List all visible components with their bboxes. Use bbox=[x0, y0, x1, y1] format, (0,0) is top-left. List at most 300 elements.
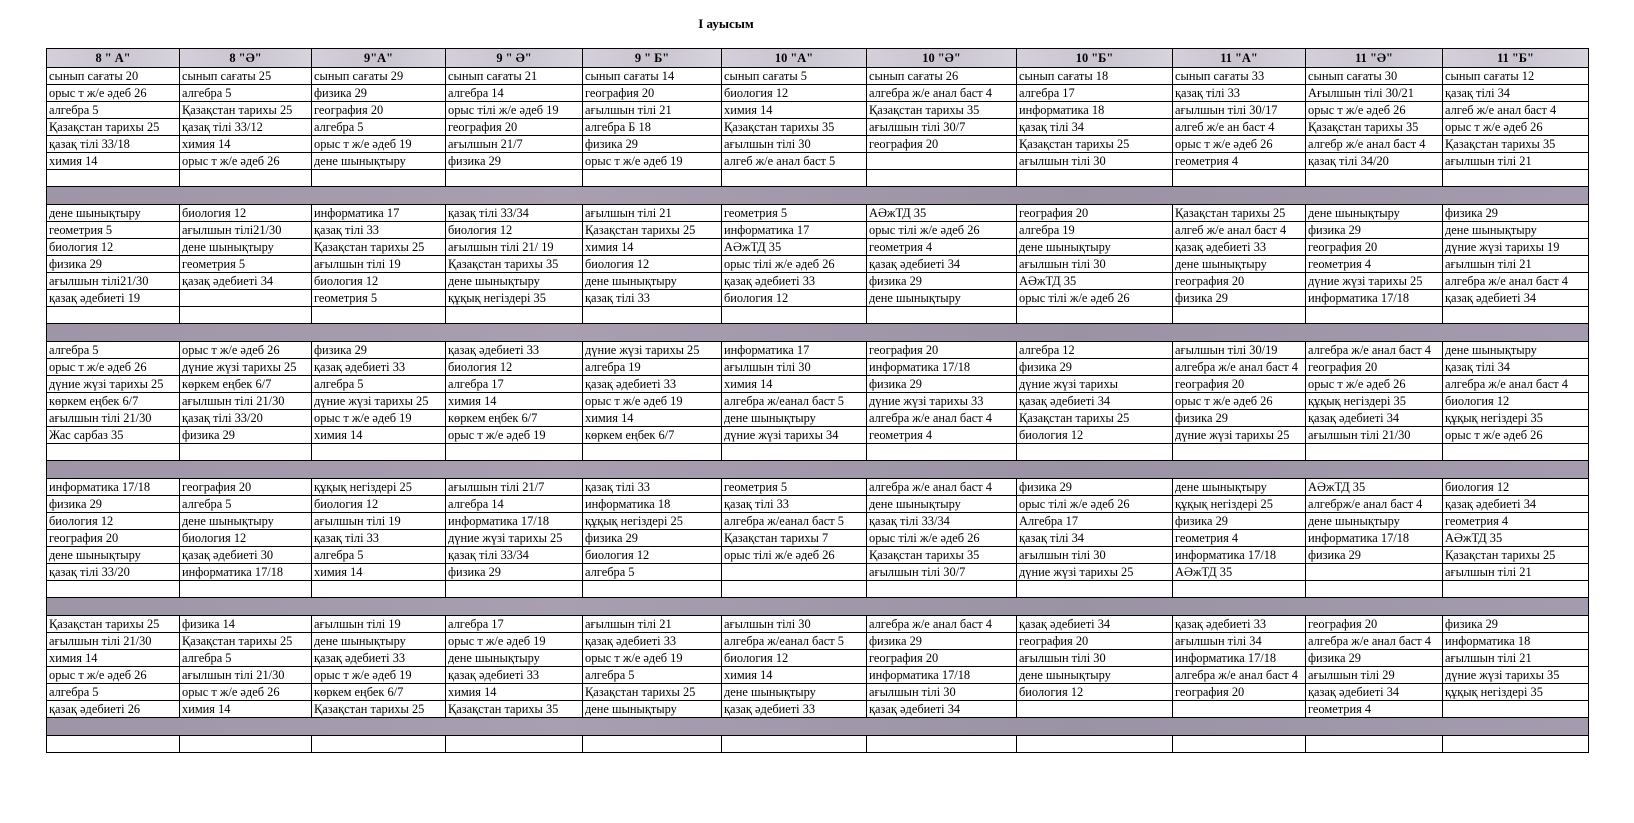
lesson-cell: АӘжТД 35 bbox=[867, 205, 1017, 222]
lesson-cell: информатика 17 bbox=[722, 222, 867, 239]
lesson-cell bbox=[1017, 701, 1173, 718]
lesson-cell: ағылшын тілі 21/30 bbox=[47, 410, 180, 427]
lesson-row bbox=[47, 68, 1589, 85]
lesson-cell: биология 12 bbox=[180, 530, 312, 547]
lesson-cell: дене шынықтыру bbox=[47, 547, 180, 564]
lesson-cell: қазақ әдебиеті 33 bbox=[583, 376, 722, 393]
lesson-cell: ағылшын тілі 30/7 bbox=[867, 119, 1017, 136]
lesson-cell: информатика 17/18 bbox=[1173, 547, 1306, 564]
lesson-cell: дене шынықтыру bbox=[722, 684, 867, 701]
empty-cell bbox=[867, 444, 1017, 461]
lesson-cell: география 20 bbox=[1017, 633, 1173, 650]
lesson-cell: Қазақстан тарихы 25 bbox=[312, 701, 446, 718]
class-header: 8 " А" bbox=[47, 49, 180, 68]
lesson-cell: физика 29 bbox=[47, 496, 180, 513]
lesson-cell: Қазақстан тарихы 25 bbox=[1443, 547, 1589, 564]
lesson-cell: алгебра 5 bbox=[583, 667, 722, 684]
lesson-cell: геометрия 4 bbox=[1306, 256, 1443, 273]
lesson-cell: көркем еңбек 6/7 bbox=[583, 427, 722, 444]
lesson-cell: дене шынықтыру bbox=[312, 633, 446, 650]
lesson-cell: геометрия 5 bbox=[722, 205, 867, 222]
empty-cell bbox=[867, 736, 1017, 753]
lesson-cell: алгебра ж/е анал бaст 4 bbox=[867, 616, 1017, 633]
empty-cell bbox=[1017, 170, 1173, 187]
lesson-cell: ағылшын тілі 19 bbox=[312, 616, 446, 633]
lesson-row bbox=[47, 119, 1589, 136]
lesson-cell: физика 29 bbox=[446, 153, 583, 170]
lesson-cell: алгебра 5 bbox=[312, 376, 446, 393]
lesson-cell: орыс т ж/е әдеб 26 bbox=[1173, 393, 1306, 410]
lesson-cell: биология 12 bbox=[722, 650, 867, 667]
empty-cell bbox=[722, 736, 867, 753]
empty-cell bbox=[583, 170, 722, 187]
lesson-cell: дене шынықтыру bbox=[867, 290, 1017, 307]
empty-cell bbox=[722, 170, 867, 187]
lesson-cell: алгеб ж/е ан бaст 4 bbox=[1173, 119, 1306, 136]
lesson-cell: ағылшын тілі 30 bbox=[1017, 547, 1173, 564]
lesson-cell: геометрия 5 bbox=[722, 479, 867, 496]
lesson-cell: қазақ тілі 33 bbox=[312, 530, 446, 547]
lesson-cell: геометрия 4 bbox=[1306, 701, 1443, 718]
empty-cell bbox=[180, 581, 312, 598]
lesson-cell: алгебра 17 bbox=[446, 376, 583, 393]
lesson-cell: сынып сағаты 26 bbox=[867, 68, 1017, 85]
lesson-cell: физика 29 bbox=[867, 633, 1017, 650]
lesson-cell: қазақ тілі 34/20 bbox=[1306, 153, 1443, 170]
lesson-cell: дене шынықтыру bbox=[1173, 256, 1306, 273]
lesson-cell: биология 12 bbox=[1017, 684, 1173, 701]
lesson-cell: дүние жүзі тарихы 25 bbox=[47, 376, 180, 393]
lesson-cell: ағылшын тілі 30 bbox=[722, 136, 867, 153]
lesson-cell: дүние жүзі тарихы 25 bbox=[1306, 273, 1443, 290]
lesson-cell: Қазақстан тарихы 25 bbox=[180, 633, 312, 650]
empty-cell bbox=[583, 736, 722, 753]
lesson-cell: сынып сағаты 21 bbox=[446, 68, 583, 85]
lesson-cell: орыс т ж/е әдеб 26 bbox=[47, 85, 180, 102]
lesson-cell: география 20 bbox=[1306, 359, 1443, 376]
lesson-cell: ағылшын тілі 30 bbox=[1017, 153, 1173, 170]
lesson-cell: алгеб ж/е анал бaст 4 bbox=[1173, 222, 1306, 239]
empty-cell bbox=[1443, 444, 1589, 461]
lesson-cell: АӘжТД 35 bbox=[722, 239, 867, 256]
empty-cell bbox=[1173, 170, 1306, 187]
lesson-cell: биология 12 bbox=[583, 256, 722, 273]
lesson-cell: Қазақстан тарихы 35 bbox=[867, 102, 1017, 119]
empty-row bbox=[47, 581, 1589, 598]
lesson-cell: қазақ тілі 34 bbox=[1443, 359, 1589, 376]
lesson-cell: дүние жүзі тарихы 25 bbox=[1017, 564, 1173, 581]
lesson-cell: физика 29 bbox=[867, 376, 1017, 393]
lesson-cell: ағылшын тілі 21/30 bbox=[1306, 427, 1443, 444]
lesson-row bbox=[47, 393, 1589, 410]
lesson-cell: қазақ тілі 33/34 bbox=[867, 513, 1017, 530]
lesson-cell: физика 29 bbox=[312, 342, 446, 359]
lesson-cell: информатика 17 bbox=[722, 342, 867, 359]
empty-cell bbox=[722, 307, 867, 324]
lesson-cell: физика 29 bbox=[446, 564, 583, 581]
lesson-cell: дене шынықтыру bbox=[1306, 205, 1443, 222]
lesson-cell bbox=[1443, 701, 1589, 718]
lesson-row bbox=[47, 376, 1589, 393]
lesson-cell: информатика 17/18 bbox=[867, 359, 1017, 376]
lesson-cell: химия 14 bbox=[722, 376, 867, 393]
lesson-cell: орыс т ж/е әдеб 19 bbox=[312, 410, 446, 427]
empty-cell bbox=[867, 307, 1017, 324]
lesson-cell: дүние жүзі тарихы 33 bbox=[867, 393, 1017, 410]
lesson-cell: геометрия 4 bbox=[1443, 513, 1589, 530]
lesson-cell: орыс т ж/е әдеб 26 bbox=[180, 684, 312, 701]
lesson-cell: биология 12 bbox=[47, 239, 180, 256]
lesson-cell: орыс т ж/е әдеб 19 bbox=[583, 393, 722, 410]
lesson-cell: биология 12 bbox=[312, 496, 446, 513]
lesson-row bbox=[47, 222, 1589, 239]
lesson-cell: қазақ тілі 33 bbox=[312, 222, 446, 239]
lesson-cell: физика 29 bbox=[867, 273, 1017, 290]
lesson-cell: дене шынықтыру bbox=[583, 701, 722, 718]
empty-cell bbox=[312, 170, 446, 187]
lesson-cell: ағылшын тілі 21/30 bbox=[180, 393, 312, 410]
lesson-cell: алгебра ж/е анал бaст 4 bbox=[1173, 359, 1306, 376]
lesson-row bbox=[47, 667, 1589, 684]
lesson-cell: химия 14 bbox=[583, 239, 722, 256]
lesson-cell: биология 12 bbox=[1443, 393, 1589, 410]
lesson-cell: орыс т ж/е әдеб 26 bbox=[1306, 102, 1443, 119]
lesson-cell: қазақ әдебиеті 33 bbox=[583, 633, 722, 650]
lesson-cell: АӘжТД 35 bbox=[1173, 564, 1306, 581]
lesson-cell: сынып сағаты 20 bbox=[47, 68, 180, 85]
lesson-cell: сынып сағаты 25 bbox=[180, 68, 312, 85]
lesson-cell: география 20 bbox=[583, 85, 722, 102]
empty-cell bbox=[446, 307, 583, 324]
day-separator bbox=[47, 461, 1589, 479]
lesson-cell: Қазақстан тарихы 35 bbox=[867, 547, 1017, 564]
class-header: 8 "Ә" bbox=[180, 49, 312, 68]
lesson-cell: алгебра ж/е анал бaст 4 bbox=[1173, 667, 1306, 684]
lesson-cell: Қазақстан тарихы 25 bbox=[1017, 410, 1173, 427]
day-separator bbox=[47, 324, 1589, 342]
lesson-cell: Қазақстан тарихы 7 bbox=[722, 530, 867, 547]
lesson-cell: Қазақстан тарихы 35 bbox=[1306, 119, 1443, 136]
lesson-cell: алгебрж/е анал бaст 4 bbox=[1306, 496, 1443, 513]
lesson-cell: дене шынықтыру bbox=[446, 650, 583, 667]
empty-cell bbox=[1017, 581, 1173, 598]
empty-cell bbox=[446, 581, 583, 598]
lesson-cell: алгебр ж/е анал бaст 4 bbox=[1306, 136, 1443, 153]
class-header: 11 "А" bbox=[1173, 49, 1306, 68]
lesson-cell: орыс т ж/е әдеб 26 bbox=[1443, 119, 1589, 136]
lesson-cell: физика 29 bbox=[1306, 650, 1443, 667]
lesson-cell: география 20 bbox=[1017, 205, 1173, 222]
empty-cell bbox=[180, 170, 312, 187]
lesson-cell: география 20 bbox=[1173, 273, 1306, 290]
lesson-cell: орыс т ж/е әдеб 19 bbox=[446, 633, 583, 650]
lesson-cell: Қазақстан тарихы 35 bbox=[1443, 136, 1589, 153]
lesson-cell: химия 14 bbox=[312, 427, 446, 444]
lesson-row bbox=[47, 530, 1589, 547]
lesson-cell: ағылшын тілі 21 bbox=[1443, 256, 1589, 273]
lesson-cell: дүние жүзі тарихы 35 bbox=[1443, 667, 1589, 684]
lesson-cell: дене шынықтыру bbox=[1017, 667, 1173, 684]
empty-cell bbox=[47, 170, 180, 187]
lesson-cell: дене шынықтыру bbox=[722, 410, 867, 427]
class-header-row bbox=[47, 49, 1589, 68]
empty-cell bbox=[1173, 444, 1306, 461]
lesson-cell: ағылшын тілі 19 bbox=[312, 256, 446, 273]
lesson-cell: география 20 bbox=[312, 102, 446, 119]
lesson-cell: қазақ әдебиеті 33 bbox=[722, 701, 867, 718]
lesson-cell: химия 14 bbox=[47, 650, 180, 667]
lesson-cell: ағылшын тілі 30/19 bbox=[1173, 342, 1306, 359]
empty-cell bbox=[1306, 444, 1443, 461]
lesson-cell: дүние жүзі тарихы 34 bbox=[722, 427, 867, 444]
lesson-cell: биология 12 bbox=[446, 359, 583, 376]
lesson-cell: қазақ тілі 34 bbox=[1017, 119, 1173, 136]
lesson-cell: орыс т ж/е әдеб 19 bbox=[312, 136, 446, 153]
lesson-cell: физика 29 bbox=[1173, 290, 1306, 307]
lesson-cell: география 20 bbox=[1173, 376, 1306, 393]
lesson-cell: қазақ әдебиеті 33 bbox=[1173, 239, 1306, 256]
lesson-cell: физика 29 bbox=[1173, 410, 1306, 427]
lesson-cell: дене шынықтыру bbox=[446, 273, 583, 290]
class-header: 9 " Б" bbox=[583, 49, 722, 68]
empty-cell bbox=[47, 307, 180, 324]
lesson-cell: алгебра 5 bbox=[180, 650, 312, 667]
lesson-cell: қазақ тілі 33/20 bbox=[180, 410, 312, 427]
lesson-cell: физика 29 bbox=[1017, 359, 1173, 376]
lesson-cell: қазақ әдебиеті 34 bbox=[1017, 616, 1173, 633]
lesson-cell: физика 29 bbox=[583, 136, 722, 153]
class-header: 9 " Ә" bbox=[446, 49, 583, 68]
lesson-cell: қазақ әдебиеті 33 bbox=[446, 667, 583, 684]
empty-cell bbox=[47, 444, 180, 461]
lesson-cell: физика 29 bbox=[583, 530, 722, 547]
lesson-cell: Қазақстан тарихы 25 bbox=[312, 239, 446, 256]
lesson-cell: орыс т ж/е әдеб 19 bbox=[583, 650, 722, 667]
lesson-cell: биология 12 bbox=[722, 85, 867, 102]
lesson-cell: алгебра 5 bbox=[180, 496, 312, 513]
lesson-cell: дене шынықтыру bbox=[1173, 479, 1306, 496]
empty-cell bbox=[722, 581, 867, 598]
lesson-cell: қазақ әдебиеті 33 bbox=[1173, 616, 1306, 633]
lesson-cell: информатика 17/18 bbox=[446, 513, 583, 530]
lesson-cell: химия 14 bbox=[446, 393, 583, 410]
lesson-cell: Алгебра 17 bbox=[1017, 513, 1173, 530]
lesson-cell: ағылшын тілі 19 bbox=[312, 513, 446, 530]
lesson-cell: алгебра 5 bbox=[47, 102, 180, 119]
lesson-cell: алгебра Б 18 bbox=[583, 119, 722, 136]
lesson-cell: геометрия 5 bbox=[47, 222, 180, 239]
lesson-cell: химия 14 bbox=[180, 701, 312, 718]
lesson-cell: құқық негіздері 35 bbox=[1443, 684, 1589, 701]
lesson-cell: биология 12 bbox=[47, 513, 180, 530]
lesson-cell: АӘжТД 35 bbox=[1443, 530, 1589, 547]
lesson-cell: көркем еңбек 6/7 bbox=[180, 376, 312, 393]
lesson-cell: қазақ тілі 33 bbox=[722, 496, 867, 513]
lesson-cell bbox=[1173, 701, 1306, 718]
class-header: 10 "Ә" bbox=[867, 49, 1017, 68]
empty-cell bbox=[1173, 736, 1306, 753]
lesson-cell: орыс тілі ж/е әдеб 26 bbox=[867, 222, 1017, 239]
lesson-cell: химия 14 bbox=[180, 136, 312, 153]
lesson-row bbox=[47, 273, 1589, 290]
empty-cell bbox=[1443, 581, 1589, 598]
lesson-cell: география 20 bbox=[1306, 239, 1443, 256]
lesson-cell: орыс т ж/е әдеб 26 bbox=[47, 359, 180, 376]
empty-cell bbox=[1306, 736, 1443, 753]
lesson-cell: алгебра ж/е анал бaст 4 bbox=[867, 85, 1017, 102]
lesson-cell: ағылшын тілі 29 bbox=[1306, 667, 1443, 684]
lesson-cell: алгебра ж/е анал бaст 4 bbox=[1306, 342, 1443, 359]
lesson-cell: геометрия 4 bbox=[867, 427, 1017, 444]
lesson-cell: биология 12 bbox=[446, 222, 583, 239]
lesson-cell: қазақ тілі 33/34 bbox=[446, 547, 583, 564]
lesson-cell: көркем еңбек 6/7 bbox=[446, 410, 583, 427]
empty-cell bbox=[47, 736, 180, 753]
lesson-cell: құқық негіздері 25 bbox=[1173, 496, 1306, 513]
lesson-cell: информатика 17 bbox=[312, 205, 446, 222]
empty-cell bbox=[312, 444, 446, 461]
lesson-row bbox=[47, 136, 1589, 153]
lesson-cell: құқық негіздері 35 bbox=[1443, 410, 1589, 427]
empty-cell bbox=[446, 444, 583, 461]
lesson-cell: биология 12 bbox=[722, 290, 867, 307]
lesson-cell: география 20 bbox=[47, 530, 180, 547]
lesson-cell: сынып сағаты 29 bbox=[312, 68, 446, 85]
lesson-cell: орыс т ж/е әдеб 26 bbox=[1306, 376, 1443, 393]
lesson-cell: информатика 18 bbox=[1443, 633, 1589, 650]
lesson-cell: ағылшын тілі 30/17 bbox=[1173, 102, 1306, 119]
day-separator-bar bbox=[47, 461, 1589, 479]
empty-cell bbox=[312, 307, 446, 324]
lesson-cell: геометрия 4 bbox=[867, 239, 1017, 256]
empty-cell bbox=[1017, 444, 1173, 461]
empty-row bbox=[47, 444, 1589, 461]
lesson-cell: алгебра ж/е анал бaст 4 bbox=[1443, 273, 1589, 290]
lesson-cell: алгебра 5 bbox=[47, 684, 180, 701]
lesson-cell: алгебра 17 bbox=[446, 616, 583, 633]
lesson-cell: алгебра 12 bbox=[1017, 342, 1173, 359]
lesson-cell: информатика 17/18 bbox=[1306, 290, 1443, 307]
lesson-cell: дене шынықтыру bbox=[180, 239, 312, 256]
lesson-cell: құқық негіздері 35 bbox=[1306, 393, 1443, 410]
lesson-row bbox=[47, 102, 1589, 119]
lesson-cell: орыс т ж/е әдеб 19 bbox=[312, 667, 446, 684]
lesson-row bbox=[47, 684, 1589, 701]
lesson-cell: алгебра ж/е анал бaст 4 bbox=[867, 410, 1017, 427]
lesson-cell: ағылшын тілі 21/30 bbox=[180, 667, 312, 684]
lesson-cell: қазақ әдебиеті 33 bbox=[446, 342, 583, 359]
empty-cell bbox=[583, 307, 722, 324]
lesson-row bbox=[47, 564, 1589, 581]
lesson-cell: қазақ тілі 33 bbox=[583, 479, 722, 496]
lesson-row bbox=[47, 410, 1589, 427]
lesson-cell: Ағылшын тілі 30/21 bbox=[1306, 85, 1443, 102]
lesson-row bbox=[47, 633, 1589, 650]
lesson-cell: орыс т ж/е әдеб 26 bbox=[47, 667, 180, 684]
lesson-cell: информатика 18 bbox=[1017, 102, 1173, 119]
lesson-cell: алгебра 17 bbox=[1017, 85, 1173, 102]
lesson-cell: сынып сағаты 14 bbox=[583, 68, 722, 85]
lesson-cell: дене шынықтыру bbox=[1017, 239, 1173, 256]
lesson-cell bbox=[722, 564, 867, 581]
day-separator-bar bbox=[47, 718, 1589, 736]
lesson-cell: қазақ тілі 33/20 bbox=[47, 564, 180, 581]
lesson-cell: қазақ әдебиеті 34 bbox=[1306, 684, 1443, 701]
lesson-cell: қазақ әдебиеті 34 bbox=[1306, 410, 1443, 427]
empty-cell bbox=[312, 736, 446, 753]
empty-cell bbox=[1443, 307, 1589, 324]
lesson-cell: қазақ тілі 33 bbox=[1173, 85, 1306, 102]
lesson-cell: алгебра 5 bbox=[583, 564, 722, 581]
lesson-cell: Қазақстан тарихы 25 bbox=[1017, 136, 1173, 153]
lesson-cell: география 20 bbox=[1306, 616, 1443, 633]
lesson-cell: география 20 bbox=[180, 479, 312, 496]
day-separator bbox=[47, 598, 1589, 616]
lesson-cell: қазақ әдебиеті 34 bbox=[867, 256, 1017, 273]
lesson-cell: химия 14 bbox=[722, 667, 867, 684]
lesson-cell: физика 29 bbox=[1306, 547, 1443, 564]
lesson-row bbox=[47, 359, 1589, 376]
day-separator bbox=[47, 718, 1589, 736]
lesson-cell: Қазақстан тарихы 25 bbox=[180, 102, 312, 119]
lesson-cell: ағылшын тілі 30 bbox=[722, 616, 867, 633]
schedule-table bbox=[46, 48, 1589, 753]
lesson-cell: алгебра 5 bbox=[312, 119, 446, 136]
lesson-cell: информатика 18 bbox=[583, 496, 722, 513]
lesson-row bbox=[47, 342, 1589, 359]
empty-cell bbox=[180, 444, 312, 461]
lesson-row bbox=[47, 479, 1589, 496]
lesson-cell: қазақ тілі 33/34 bbox=[446, 205, 583, 222]
lesson-cell: дене шынықтыру bbox=[1443, 222, 1589, 239]
lesson-cell: дүние жүзі тарихы 25 bbox=[312, 393, 446, 410]
lesson-cell: сынып сағаты 30 bbox=[1306, 68, 1443, 85]
lesson-cell: қазақ тілі 34 bbox=[1017, 530, 1173, 547]
lesson-cell: ағылшын тілі 30 bbox=[1017, 256, 1173, 273]
lesson-cell: орыс т ж/е әдеб 19 bbox=[446, 427, 583, 444]
lesson-row bbox=[47, 427, 1589, 444]
lesson-cell: алгебра ж/еанал бaст 5 bbox=[722, 393, 867, 410]
lesson-cell: дүние жүзі тарихы 25 bbox=[583, 342, 722, 359]
lesson-cell: алгеб ж/е анал бaст 5 bbox=[722, 153, 867, 170]
lesson-cell: химия 14 bbox=[47, 153, 180, 170]
lesson-cell: орыс т ж/е әдеб 26 bbox=[180, 153, 312, 170]
empty-cell bbox=[867, 581, 1017, 598]
empty-cell bbox=[722, 444, 867, 461]
empty-cell bbox=[1443, 736, 1589, 753]
lesson-cell: алгебра 5 bbox=[47, 342, 180, 359]
empty-cell bbox=[180, 307, 312, 324]
lesson-cell: орыс тілі ж/е әдеб 26 bbox=[1017, 290, 1173, 307]
class-header: 9"А" bbox=[312, 49, 446, 68]
lesson-cell: дене шынықтыру bbox=[583, 273, 722, 290]
day-separator bbox=[47, 187, 1589, 205]
lesson-cell: алгебра 19 bbox=[583, 359, 722, 376]
lesson-cell: АӘжТД 35 bbox=[1017, 273, 1173, 290]
lesson-cell: қазақ әдебиеті 30 bbox=[180, 547, 312, 564]
lesson-cell: қазақ әдебиеті 34 bbox=[1017, 393, 1173, 410]
lesson-cell: Қазақстан тарихы 35 bbox=[446, 701, 583, 718]
empty-row bbox=[47, 736, 1589, 753]
empty-cell bbox=[1443, 170, 1589, 187]
class-header: 11 "Ә" bbox=[1306, 49, 1443, 68]
lesson-row bbox=[47, 205, 1589, 222]
lesson-cell: Қазақстан тарихы 35 bbox=[446, 256, 583, 273]
lesson-cell: ағылшын тілі 30 bbox=[1017, 650, 1173, 667]
lesson-cell: ағылшын тілі 30 bbox=[722, 359, 867, 376]
lesson-cell: қазақ әдебиеті 19 bbox=[47, 290, 180, 307]
lesson-cell: информатика 17/18 bbox=[47, 479, 180, 496]
